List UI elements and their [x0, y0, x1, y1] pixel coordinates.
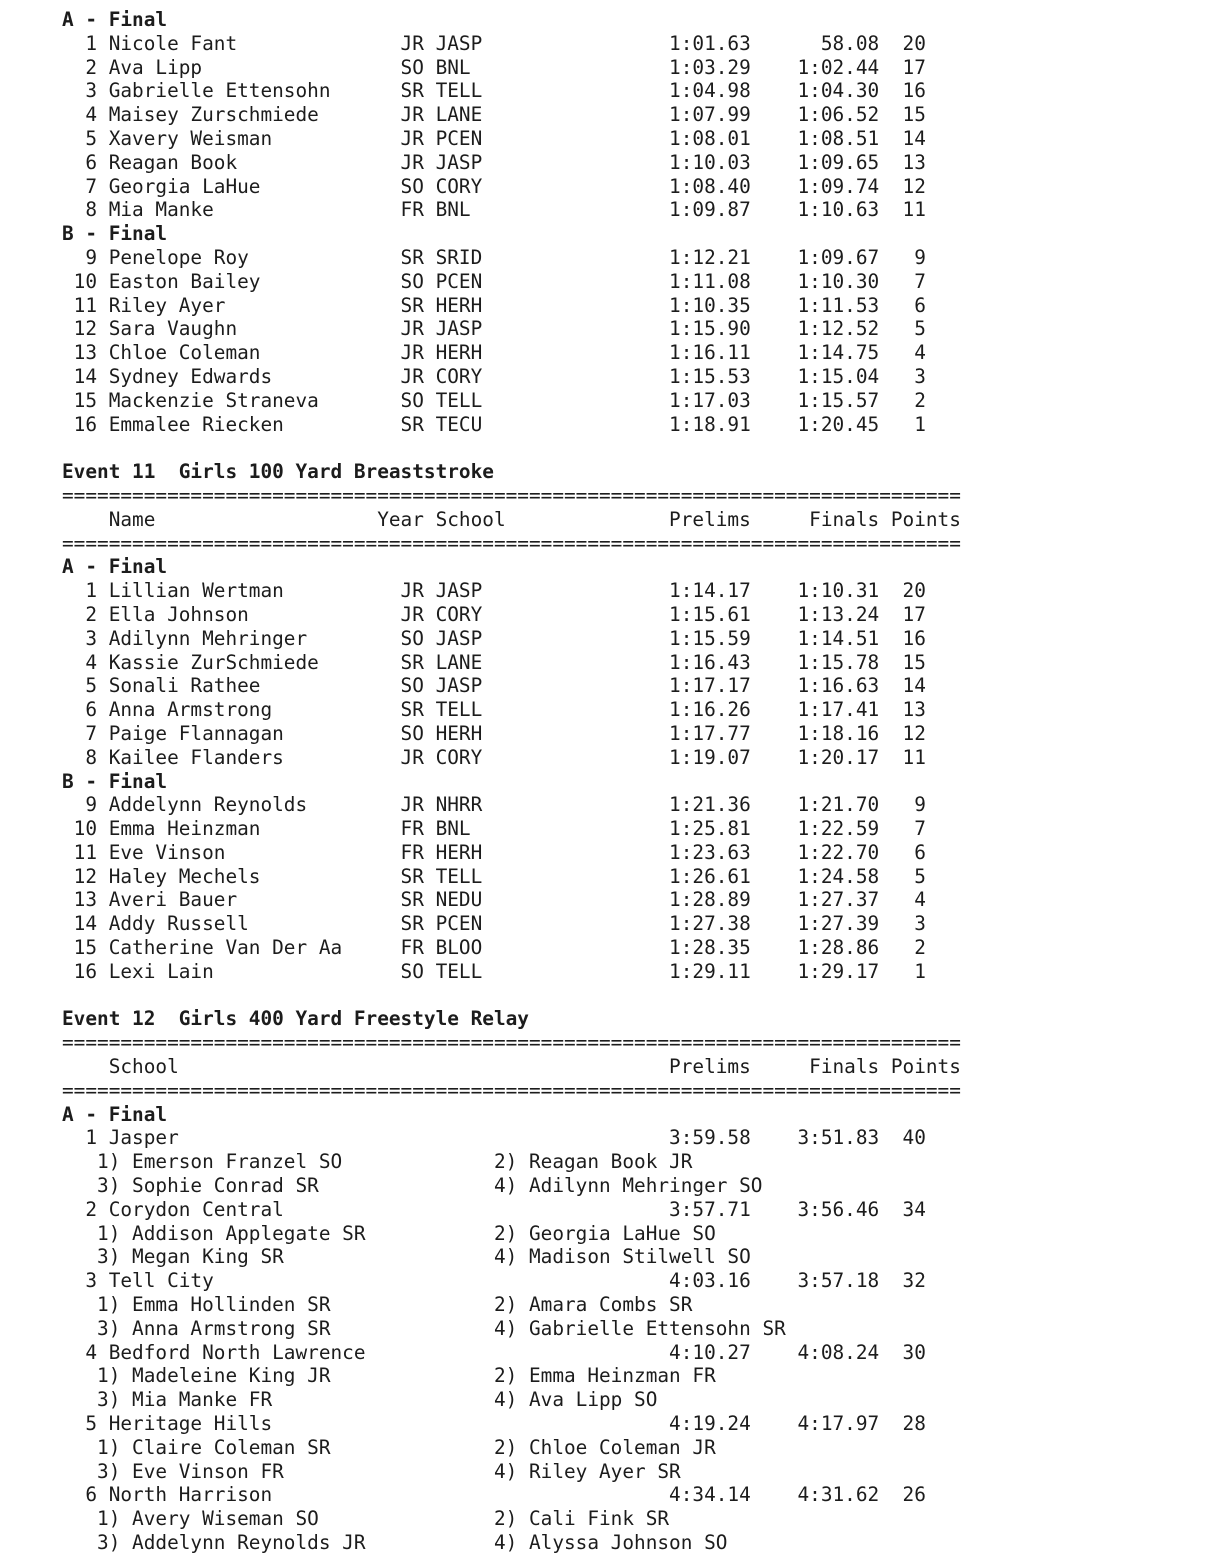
a-final-heading: A - Final: [62, 1102, 168, 1126]
relay-swimmers-row: 1) Addison Applegate SR 2) Georgia LaHue SO: [62, 1221, 716, 1245]
result-row: 13 Averi Bauer SR NEDU 1:28.89 1:27.37 4: [62, 888, 926, 912]
separator-line: =============================================================================: [62, 1078, 961, 1102]
result-row: 4 Kassie ZurSchmiede SR LANE 1:16.43 1:15.78 15: [62, 650, 926, 674]
result-row: 2 Ava Lipp SO BNL 1:03.29 1:02.44 17: [62, 55, 926, 79]
separator-line: =============================================================================: [62, 531, 961, 555]
relay-swimmers-row: 3) Addelynn Reynolds JR 4) Alyssa Johnson SO: [62, 1531, 728, 1554]
result-row: 9 Addelynn Reynolds JR NHRR 1:21.36 1:21.70 9: [62, 793, 926, 817]
result-row: 1 Lillian Wertman JR JASP 1:14.17 1:10.31 20: [62, 579, 926, 603]
relay-swimmers-row: 3) Sophie Conrad SR 4) Adilynn Mehringer SO: [62, 1174, 763, 1198]
relay-team-row: 3 Tell City 4:03.16 3:57.18 32: [62, 1269, 926, 1293]
result-row: 10 Easton Bailey SO PCEN 1:11.08 1:10.30 7: [62, 269, 926, 293]
result-row: 12 Haley Mechels SR TELL 1:26.61 1:24.58 5: [62, 864, 926, 888]
relay-swimmers-row: 3) Anna Armstrong SR 4) Gabrielle Ettensohn SR: [62, 1316, 786, 1340]
result-row: 15 Mackenzie Straneva SO TELL 1:17.03 1:15.57 2: [62, 388, 926, 412]
b-final-heading: B - Final: [62, 769, 168, 793]
result-row: 3 Gabrielle Ettensohn SR TELL 1:04.98 1:04.30 16: [62, 79, 926, 103]
result-row: 11 Eve Vinson FR HERH 1:23.63 1:22.70 6: [62, 840, 926, 864]
relay-swimmers-row: 1) Madeleine King JR 2) Emma Heinzman FR: [62, 1364, 716, 1388]
relay-team-row: 4 Bedford North Lawrence 4:10.27 4:08.24 30: [62, 1340, 926, 1364]
relay-team-row: 1 Jasper 3:59.58 3:51.83 40: [62, 1126, 926, 1150]
blank-line: [62, 436, 1230, 460]
event-title: Event 12 Girls 400 Yard Freestyle Relay: [62, 1007, 529, 1031]
blank-line: [62, 984, 1230, 1008]
result-row: 14 Addy Russell SR PCEN 1:27.38 1:27.39 3: [62, 912, 926, 936]
separator-line: =============================================================================: [62, 1031, 961, 1055]
b-final-heading: B - Final: [62, 222, 168, 246]
a-final-heading: A - Final: [62, 8, 168, 31]
relay-team-row: 2 Corydon Central 3:57.71 3:56.46 34: [62, 1197, 926, 1221]
relay-team-row: 6 North Harrison 4:34.14 4:31.62 26: [62, 1483, 926, 1507]
result-row: 5 Xavery Weisman JR PCEN 1:08.01 1:08.51 14: [62, 126, 926, 150]
result-row: 8 Mia Manke FR BNL 1:09.87 1:10.63 11: [62, 198, 926, 222]
result-row: 6 Anna Armstrong SR TELL 1:16.26 1:17.41 13: [62, 698, 926, 722]
results-text-block: [62, 8, 1230, 1555]
result-row: 2 Ella Johnson JR CORY 1:15.61 1:13.24 17: [62, 602, 926, 626]
relay-team-row: 5 Heritage Hills 4:19.24 4:17.97 28: [62, 1412, 926, 1436]
result-row: 14 Sydney Edwards JR CORY 1:15.53 1:15.04 3: [62, 364, 926, 388]
result-row: 1 Nicole Fant JR JASP 1:01.63 58.08 20: [62, 31, 926, 55]
result-row: 11 Riley Ayer SR HERH 1:10.35 1:11.53 6: [62, 293, 926, 317]
result-row: 4 Maisey Zurschmiede JR LANE 1:07.99 1:06.52 15: [62, 103, 926, 127]
column-header-row: Name Year School Prelims Finals Points: [62, 507, 961, 531]
result-row: 3 Adilynn Mehringer SO JASP 1:15.59 1:14.51 16: [62, 626, 926, 650]
result-row: 15 Catherine Van Der Aa FR BLOO 1:28.35 1:28.86 2: [62, 936, 926, 960]
separator-line: =============================================================================: [62, 483, 961, 507]
relay-swimmers-row: 3) Eve Vinson FR 4) Riley Ayer SR: [62, 1459, 681, 1483]
a-final-heading: A - Final: [62, 555, 168, 579]
result-row: 7 Georgia LaHue SO CORY 1:08.40 1:09.74 12: [62, 174, 926, 198]
result-row: 10 Emma Heinzman FR BNL 1:25.81 1:22.59 7: [62, 817, 926, 841]
result-row: 5 Sonali Rathee SO JASP 1:17.17 1:16.63 14: [62, 674, 926, 698]
relay-swimmers-row: 3) Mia Manke FR 4) Ava Lipp SO: [62, 1388, 658, 1412]
result-row: 16 Emmalee Riecken SR TECU 1:18.91 1:20.45 1: [62, 412, 926, 436]
relay-swimmers-row: 3) Megan King SR 4) Madison Stilwell SO: [62, 1245, 751, 1269]
result-row: 16 Lexi Lain SO TELL 1:29.11 1:29.17 1: [62, 959, 926, 983]
result-row: 13 Chloe Coleman JR HERH 1:16.11 1:14.75 4: [62, 341, 926, 365]
relay-swimmers-row: 1) Avery Wiseman SO 2) Cali Fink SR: [62, 1507, 670, 1531]
relay-swimmers-row: 1) Claire Coleman SR 2) Chloe Coleman JR: [62, 1435, 716, 1459]
result-row: 8 Kailee Flanders JR CORY 1:19.07 1:20.17 11: [62, 745, 926, 769]
result-row: 9 Penelope Roy SR SRID 1:12.21 1:09.67 9: [62, 245, 926, 269]
column-header-row: School Prelims Finals Points: [62, 1055, 961, 1079]
result-row: 12 Sara Vaughn JR JASP 1:15.90 1:12.52 5: [62, 317, 926, 341]
event-title: Event 11 Girls 100 Yard Breaststroke: [62, 460, 494, 484]
relay-swimmers-row: 1) Emma Hollinden SR 2) Amara Combs SR: [62, 1293, 693, 1317]
relay-swimmers-row: 1) Emerson Franzel SO 2) Reagan Book JR: [62, 1150, 693, 1174]
result-row: 6 Reagan Book JR JASP 1:10.03 1:09.65 13: [62, 150, 926, 174]
result-row: 7 Paige Flannagan SO HERH 1:17.77 1:18.16 12: [62, 721, 926, 745]
